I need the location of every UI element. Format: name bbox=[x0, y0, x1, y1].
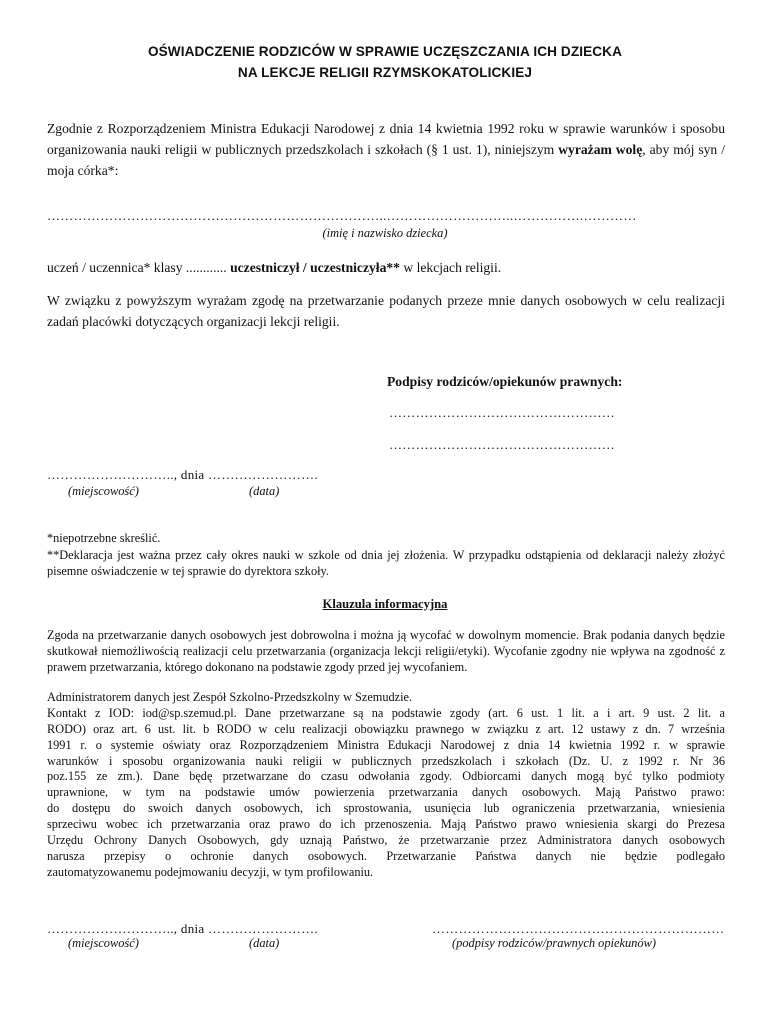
attendance-paragraph bbox=[47, 257, 725, 278]
child-name-line: …………………………………………………………………..………………………..…………….………… bbox=[47, 208, 637, 223]
attendance-text-1: uczeń / uczennica* klasy ............ bbox=[47, 260, 231, 275]
klauzula-line: sprzeciwu wobec ich przetwarzania oraz prawo do ich przenoszenia. Mają Państwo prawo wniesienia skargi do Prezesa bbox=[47, 817, 725, 832]
intro-text-1: Zgodnie z Rozporządzeniem Ministra Edukacji Narodowej z dnia 14 kwietnia 1992 roku w sprawie warunków i sposobu organizowania nauki religii w publicznych przedszkolach i szkołach (§ 1 ust. 1), niniejszym bbox=[47, 121, 725, 157]
parents-signature-caption: (podpisy rodziców/prawnych opiekunów) bbox=[452, 936, 656, 950]
klauzula-line: Kontakt z IOD: iod@sp.szemud.pl. Dane przetwarzane są na podstawie zgody (art. 6 ust. 1 lit. a i art. 9 ust. 2 lit. a bbox=[47, 705, 725, 720]
footnote-1: *niepotrzebne skreślić. bbox=[47, 531, 161, 545]
place-date-line-1: ……………………….., dnia ……………………. bbox=[47, 467, 318, 482]
attendance-text-2: w lekcjach religii. bbox=[399, 260, 502, 275]
klauzula-line: poz.155 ze zm.). Dane będę przetwarzane do czasu odwołania zgody. Odbiorcami danych mogą być tylko podmioty bbox=[47, 769, 725, 784]
intro-text-2: , aby mój syn / moja córka*: bbox=[47, 142, 725, 178]
date-caption-1: (data) bbox=[249, 484, 280, 498]
klauzula-line: do dostępu do swoich danych osobowych, ich sprostowania, usunięcia lub ograniczenia przetwarzania, wniesienia bbox=[47, 801, 725, 816]
klauzula-paragraph-2 bbox=[47, 690, 725, 881]
klauzula-line: narusza przepisy o ochronie danych osobowych. Przetwarzanie Państwa danych nie będzie podlegało bbox=[47, 848, 725, 863]
klauzula-line: Urzędu Ochrony Danych Osobowych, gdy uznają Państwo, że przetwarzanie przez Administratora danych osobowych bbox=[47, 833, 725, 848]
document-title-line-2: NA LEKCJE RELIGII RZYMSKOKATOLICKIEJ bbox=[237, 65, 533, 80]
place-caption-1: (miejscowość) bbox=[68, 484, 139, 498]
signature-line-2: …………………………………………… bbox=[389, 437, 616, 452]
parents-signature-line: ………………………………………………………… bbox=[432, 921, 725, 936]
attendance-bold-text: uczestniczył / uczestniczyła** bbox=[230, 260, 400, 275]
signature-line-1: …………………………………………… bbox=[389, 405, 616, 420]
signatures-label: Podpisy rodziców/opiekunów prawnych: bbox=[387, 374, 623, 389]
klauzula-paragraph-1: Zgoda na przetwarzanie danych osobowych jest dobrowolna i można ją wycofać w dowolnym momencie. Brak podania danych będzie skutkował niemożliwością realizacji celu przetwarzania (organizacja lekcji religii/etyki). Wycofanie zgodny nie wpływa na zgodność z prawem przetwarzania, którego dokonano na podstawie zgody przed jej wycofaniem. bbox=[47, 628, 725, 674]
klauzula-line: RODO) oraz art. 6 ust. lit. b RODO w celu realizacji obowiązku prawnego w związku z art. 12 ustawy z dn. 7 września bbox=[47, 721, 725, 736]
klauzula-title: Klauzula informacyjna bbox=[322, 597, 448, 611]
document-title-line-1: OŚWIADCZENIE RODZICÓW W SPRAWIE UCZĘSZCZANIA ICH DZIECKA bbox=[147, 44, 623, 59]
footnote-2: **Deklaracja jest ważna przez cały okres nauki w szkole od dnia jej złożenia. W przypadku odstąpienia od deklaracji należy złożyć pisemne oświadczenie w tej sprawie do dyrektora szkoły. bbox=[47, 548, 725, 578]
date-caption-2: (data) bbox=[249, 936, 280, 950]
intro-bold-text: wyrażam wolę bbox=[558, 142, 643, 157]
klauzula-line: Administratorem danych jest Zespół Szkolno-Przedszkolny w Szemudzie. bbox=[47, 690, 413, 704]
klauzula-line: 1991 r. o systemie oświaty oraz Rozporządzeniem Ministra Edukacji Narodowej z dnia 14 kwietnia 1992 r. w sprawie bbox=[47, 737, 725, 752]
place-date-line-2: ……………………….., dnia ……………………. bbox=[47, 921, 318, 936]
place-caption-2: (miejscowość) bbox=[68, 936, 139, 950]
consent-paragraph: W związku z powyższym wyrażam zgodę na przetwarzanie podanych przeze mnie danych osobowych w celu realizacji zadań placówki dotyczących organizacji lekcji religii. bbox=[47, 293, 725, 329]
klauzula-line: warunków i sposobu organizowania nauki religii w publicznych przedszkolach i szkołach (Dz. U. z 1992 r. Nr 36 bbox=[47, 753, 725, 768]
child-name-caption: (imię i nazwisko dziecka) bbox=[322, 226, 448, 240]
klauzula-line: uprawnione, w tym na podstawie umów powierzenia przetwarzania danych osobowych. Mają Państwo prawo: bbox=[47, 785, 725, 800]
intro-paragraph bbox=[47, 118, 725, 181]
klauzula-line: zautomatyzowanemu podejmowaniu decyzji, w tym profilowaniu. bbox=[47, 864, 374, 879]
